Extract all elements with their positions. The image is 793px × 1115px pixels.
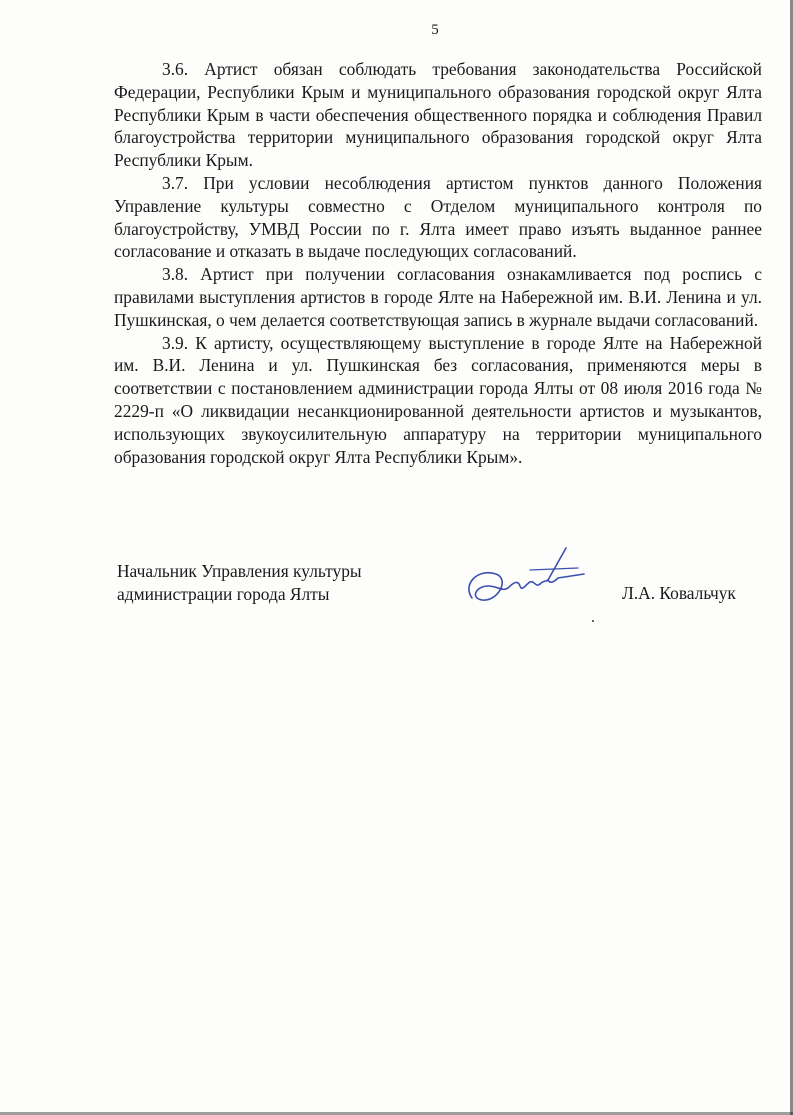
handwritten-signature-icon: [458, 540, 588, 620]
signature-stroke-main: [469, 548, 584, 600]
paragraph-3-9: 3.9. К артисту, осуществляющему выступление в городе Ялте на Набережной им. В.И. Ленина и ул. Пушкинская без согласования, применяются меры в соответствии с постановлением администрации города Ялты от 08 июля 2016 года № 2229-п «О ликвидации несанкционированной деятельности артистов и музыкантов, использующих звукоусилительную аппаратуру на территории муниципального образования городской округ Ялта Республики Крым».: [114, 332, 762, 467]
ink-speck: [592, 620, 594, 622]
paragraph-3-7: 3.7. При условии несоблюдения артистом пунктов данного Положения Управление культуры совместно с Отделом муниципального контроля по благоустройству, УМВД России по г. Ялта имеет право изъять выданное раннее согласование и отказать в выдаче последующих согласований.: [114, 172, 762, 262]
paragraph-3-6: 3.6. Артист обязан соблюдать требования законодательства Российской Федерации, Республики Крым и муниципального образования городской округ Ялта Республики Крым в части обеспечения общественного порядка и соблюдения Правил благоустройства территории муниципального образования городской округ Ялта Республики Крым.: [114, 59, 762, 171]
signatory-position-line-1: Начальник Управления культуры: [117, 561, 362, 581]
signatory-position: [117, 560, 362, 606]
signatory-name: Л.А. Ковальчук: [622, 583, 736, 603]
document-body: [114, 58, 762, 468]
paragraph-3-8: 3.8. Артист при получении согласования ознакамливается под роспись с правилами выступления артистов в городе Ялте на Набережной им. В.И. Ленина и ул. Пушкинская, о чем делается соответствующая запись в журнале выдачи согласований.: [114, 264, 762, 330]
page-number: 5: [431, 22, 439, 38]
signatory-position-line-2: администрации города Ялты: [117, 583, 330, 604]
